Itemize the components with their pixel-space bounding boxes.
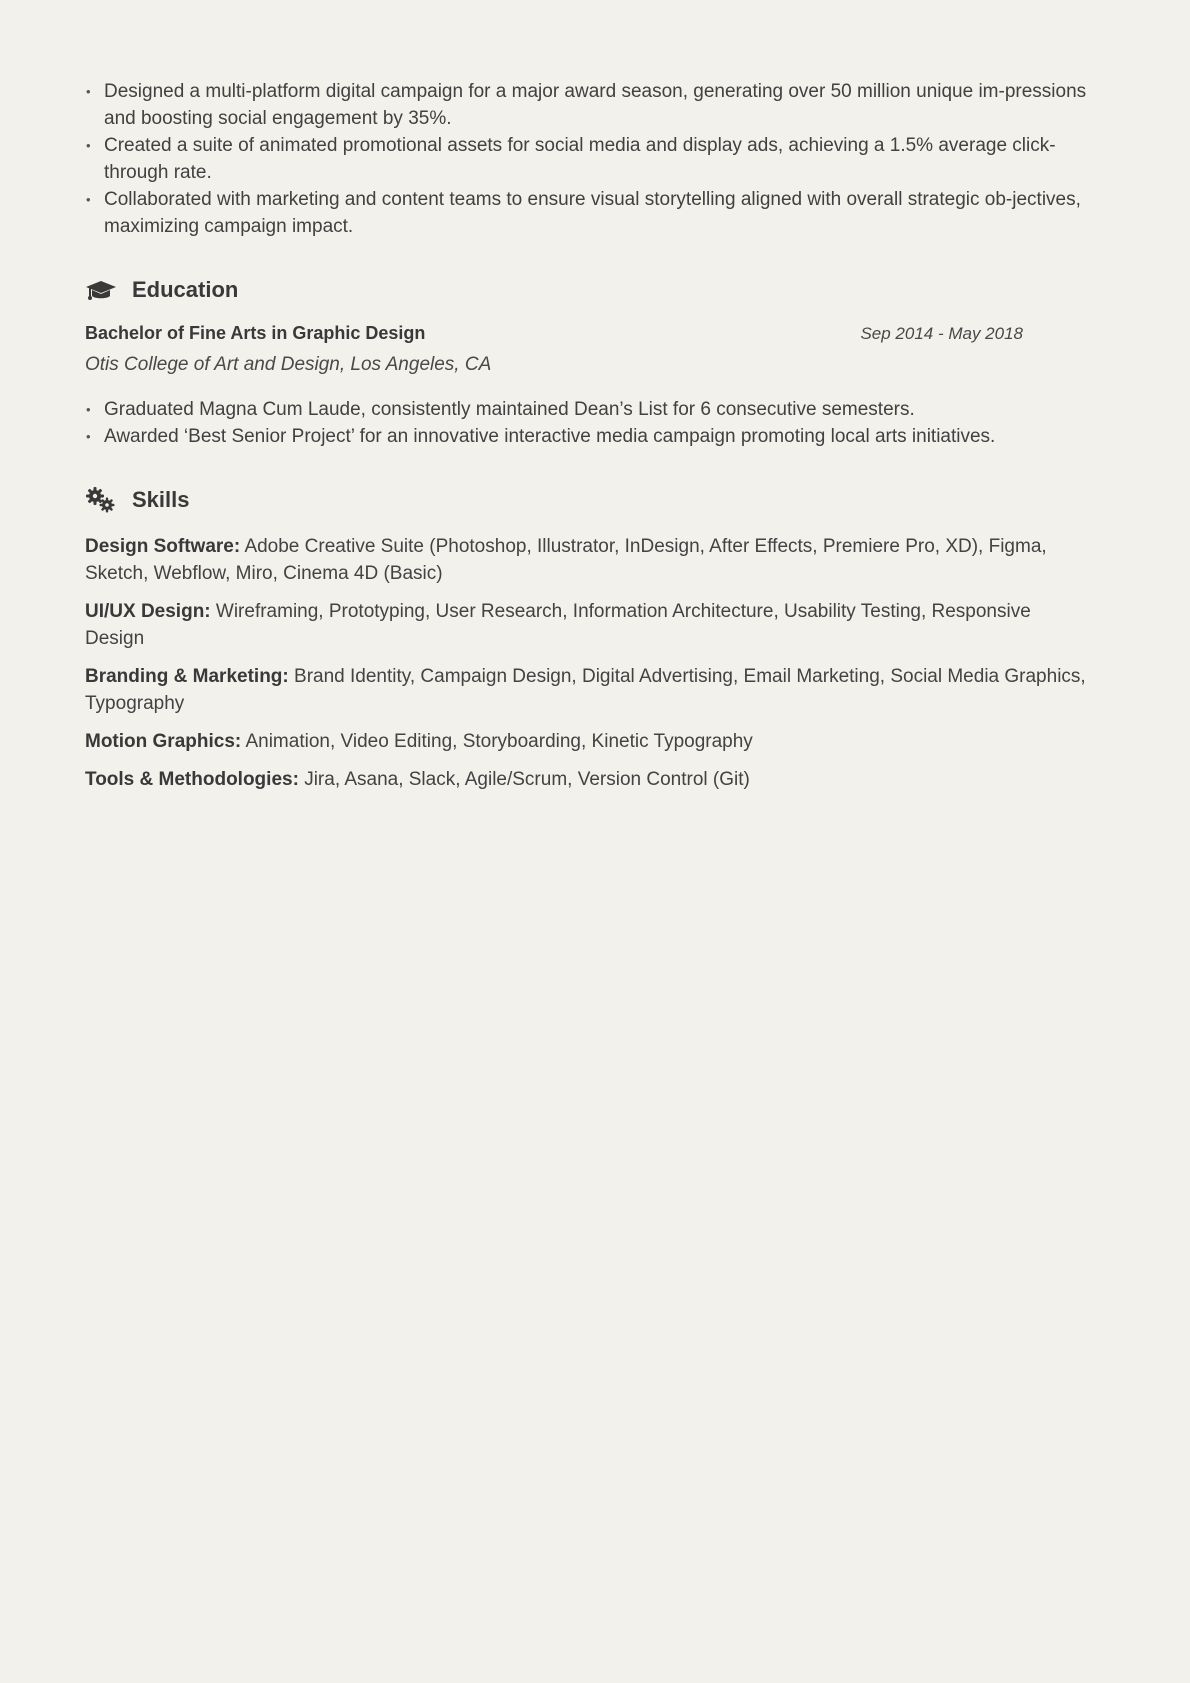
skill-label: UI/UX Design: (85, 601, 211, 622)
list-item: • Graduated Magna Cum Laude, consistently maintained Dean’s List for 6 consecutive semesters. (104, 396, 1105, 423)
section-title: Education (132, 277, 239, 302)
skill-value: Animation, Video Editing, Storyboarding, Kinetic Typography (245, 731, 753, 752)
education-bullet-list (85, 396, 1105, 450)
list-item: • Created a suite of animated promotional assets for social media and display ads, achieving a 1.5% average click-through rate. (104, 132, 1105, 186)
gears-icon (85, 486, 117, 514)
skill-value: Wireframing, Prototyping, User Research, Information Architecture, Usability Testing, Responsive Design (85, 601, 1031, 649)
skill-label: Motion Graphics: (85, 731, 242, 752)
skill-value: Adobe Creative Suite (Photoshop, Illustrator, InDesign, After Effects, Premiere Pro, XD), Figma, Sketch, Webflow, Miro, Cinema 4D (Basic) (85, 536, 1047, 584)
skill-row (85, 533, 1105, 587)
skill-label: Branding & Marketing: (85, 666, 289, 687)
school-name: Otis College of Art and Design, Los Angeles, CA (85, 354, 492, 375)
skill-value: Jira, Asana, Slack, Agile/Scrum, Version Control (Git) (304, 769, 750, 790)
section-title: Skills (132, 487, 190, 512)
degree-title: Bachelor of Fine Arts in Graphic Design (85, 323, 426, 343)
education-dates: Sep 2014 - May 2018 (860, 324, 1023, 343)
list-item: • Designed a multi-platform digital campaign for a major award season, generating over 50 million unique im-pressions and boosting social engagement by 35%. (104, 78, 1105, 132)
list-item: • Awarded ‘Best Senior Project’ for an innovative interactive media campaign promoting local arts initiatives. (104, 423, 1105, 450)
skill-row (85, 663, 1105, 717)
experience-bullet-list (85, 78, 1105, 240)
skill-row (85, 766, 1105, 793)
education-section-header (85, 275, 1105, 305)
skill-value: Brand Identity, Campaign Design, Digital Advertising, Email Marketing, Social Media Graphics, Typography (85, 666, 1086, 714)
skill-row (85, 598, 1105, 652)
skill-label: Tools & Methodologies: (85, 769, 299, 790)
skill-label: Design Software: (85, 536, 241, 557)
education-entry-header (85, 323, 1023, 344)
skills-section-header (85, 485, 1105, 515)
list-item: • Collaborated with marketing and content teams to ensure visual storytelling aligned with overall strategic ob-jectives, maximizing campaign impact. (104, 186, 1105, 240)
skill-row (85, 728, 1105, 755)
graduation-cap-icon (85, 276, 117, 304)
